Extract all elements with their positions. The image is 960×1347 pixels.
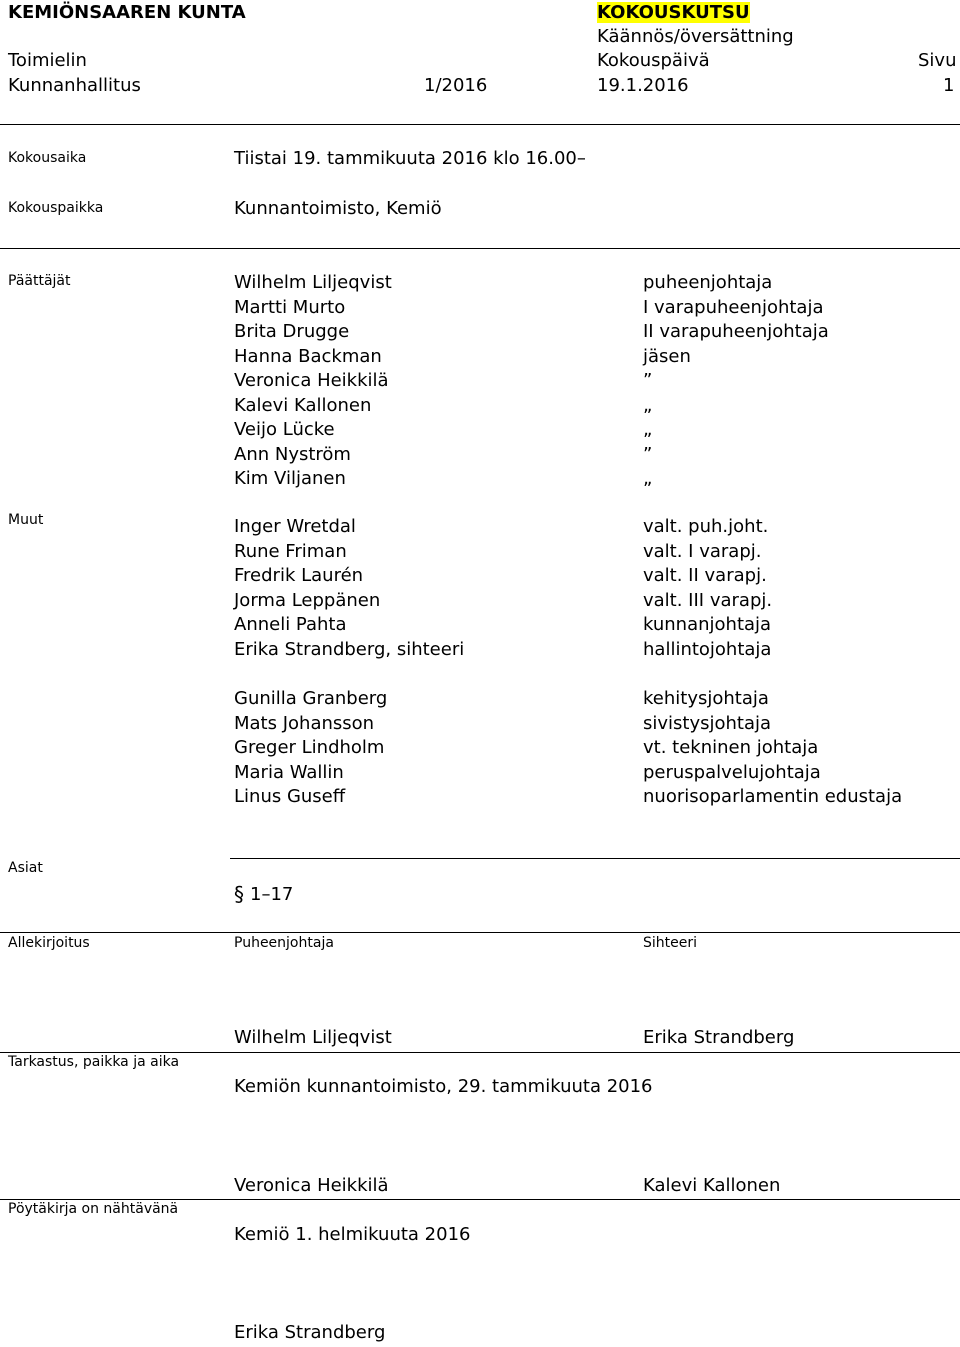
minutes-signer: Erika Strandberg — [234, 1322, 386, 1343]
reviewer-2: Kalevi Kallonen — [643, 1175, 781, 1196]
signature-label: Allekirjoitus — [8, 935, 90, 951]
person-name: Kalevi Kallonen — [234, 394, 372, 416]
matters-label: Asiat — [8, 860, 43, 876]
chair-label: Puheenjohtaja — [234, 935, 334, 951]
meeting-place: Kunnantoimisto, Kemiö — [234, 198, 442, 219]
person-role: „ — [643, 394, 653, 416]
doc-type: KOKOUSKUTSU — [597, 2, 750, 23]
person-role: valt. III varapj. — [643, 589, 773, 611]
minutes-label: Pöytäkirja on nähtävänä — [8, 1201, 179, 1217]
person-name: Hanna Backman — [234, 345, 382, 367]
meeting-day-label: Kokouspäivä — [597, 50, 710, 71]
person-name: Ann Nyström — [234, 443, 351, 465]
person-role: „ — [643, 419, 653, 440]
person-name: Wilhelm Liljeqvist — [234, 272, 392, 293]
page-number: 1 — [943, 75, 955, 96]
divider — [230, 858, 960, 859]
divider — [0, 248, 960, 249]
divider — [0, 124, 960, 125]
secretary-label: Sihteeri — [643, 935, 698, 951]
person-role: II varapuheenjohtaja — [643, 321, 829, 342]
meeting-time: Tiistai 19. tammikuuta 2016 klo 16.00– — [234, 148, 586, 169]
person-name: Fredrik Laurén — [234, 565, 364, 586]
divider — [0, 932, 960, 933]
person-name: Veijo Lücke — [234, 419, 335, 440]
person-role: ” — [643, 370, 653, 391]
person-name: Kim Viljanen — [234, 468, 346, 489]
review-label: Tarkastus, paikka ja aika — [8, 1054, 180, 1070]
minutes-place-time: Kemiö 1. helmikuuta 2016 — [234, 1224, 471, 1245]
person-role: jäsen — [643, 345, 691, 367]
secretary-name: Erika Strandberg — [643, 1027, 795, 1048]
person-name: Inger Wretdal — [234, 516, 356, 537]
person-role: valt. puh.joht. — [643, 516, 769, 537]
person-role: kehitysjohtaja — [643, 688, 769, 709]
meeting-date: 19.1.2016 — [597, 75, 689, 96]
person-name: Greger Lindholm — [234, 737, 385, 758]
translation-label: Käännös/översättning — [597, 26, 794, 47]
page-label: Sivu — [918, 50, 957, 71]
person-role: nuorisoparlamentin edustaja — [643, 786, 903, 807]
chair-name: Wilhelm Liljeqvist — [234, 1027, 392, 1048]
person-name: Rune Friman — [234, 540, 347, 562]
person-name: Brita Drugge — [234, 321, 350, 342]
organ-name: Kunnanhallitus — [8, 75, 141, 96]
place-label: Kokouspaikka — [8, 200, 104, 216]
divider — [0, 1052, 960, 1053]
person-name: Anneli Pahta — [234, 614, 347, 635]
org-name: KEMIÖNSAAREN KUNTA — [8, 2, 246, 23]
others-label: Muut — [8, 512, 44, 528]
time-label: Kokousaika — [8, 150, 87, 166]
matters-range: 1–17 — [250, 884, 294, 905]
organ-label: Toimielin — [8, 50, 87, 71]
person-name: Martti Murto — [234, 296, 346, 318]
person-role: hallintojohtaja — [643, 638, 772, 660]
divider — [0, 1199, 960, 1200]
person-name: Veronica Heikkilä — [234, 370, 389, 391]
person-name: Linus Guseff — [234, 786, 346, 807]
person-role: ” — [643, 443, 653, 465]
section-mark: § — [234, 882, 244, 906]
person-name: Gunilla Granberg — [234, 688, 388, 709]
person-role: valt. II varapj. — [643, 565, 767, 586]
person-name: Mats Johansson — [234, 712, 375, 734]
person-role: puheenjohtaja — [643, 272, 773, 293]
person-role: vt. tekninen johtaja — [643, 737, 819, 758]
person-role: kunnanjohtaja — [643, 614, 772, 635]
person-name: Erika Strandberg, sihteeri — [234, 638, 465, 660]
person-name: Jorma Leppänen — [234, 589, 381, 611]
person-role: sivistysjohtaja — [643, 712, 772, 734]
person-role: „ — [643, 468, 653, 489]
review-place-time: Kemiön kunnantoimisto, 29. tammikuuta 2016 — [234, 1076, 653, 1097]
person-role: peruspalvelujohtaja — [643, 761, 821, 783]
person-name: Maria Wallin — [234, 761, 344, 783]
deciders-label: Päättäjät — [8, 273, 71, 289]
person-role: I varapuheenjohtaja — [643, 296, 824, 318]
reviewer-1: Veronica Heikkilä — [234, 1175, 389, 1196]
meeting-number: 1/2016 — [424, 75, 488, 96]
person-role: valt. I varapj. — [643, 540, 762, 562]
